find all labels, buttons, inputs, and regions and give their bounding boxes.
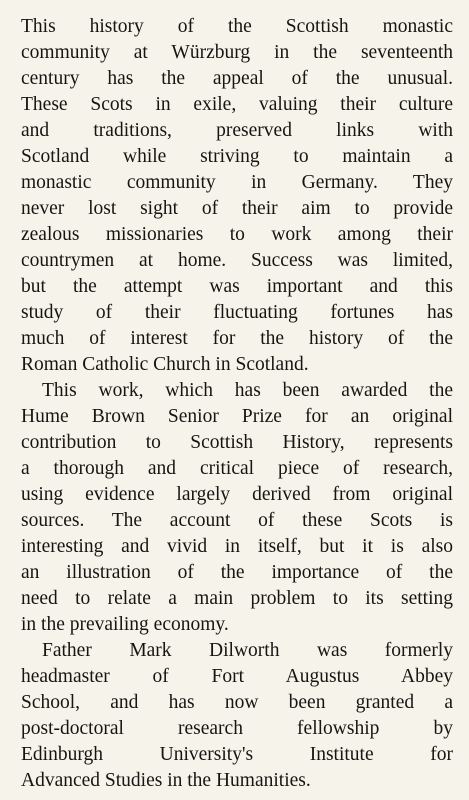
- text-line: in the prevailing economy.: [21, 614, 229, 635]
- text-line: never lost sight of their aim to provide: [21, 198, 453, 219]
- text-line: These Scots in exile, valuing their culture: [21, 94, 453, 115]
- text-line: study of their fluctuating fortunes has: [21, 302, 453, 323]
- text-line: Father Mark Dilworth was formerly: [42, 640, 453, 661]
- text-line: Edinburgh University's Institute for: [21, 744, 453, 765]
- text-line: Advanced Studies in the Humanities.: [21, 770, 311, 791]
- paragraph-prize: [21, 378, 453, 638]
- text-line: an illustration of the importance of the: [21, 562, 453, 583]
- text-line: much of interest for the history of the: [21, 328, 453, 349]
- text-line: post-doctoral research fellowship by: [21, 718, 453, 739]
- text-line: century has the appeal of the unusual.: [21, 68, 453, 89]
- paragraph-author: [21, 638, 453, 794]
- text-line: monastic community in Germany. They: [21, 172, 453, 193]
- text-line: Roman Catholic Church in Scotland.: [21, 354, 309, 375]
- text-line: need to relate a main problem to its setting: [21, 588, 453, 609]
- text-line: but the attempt was important and this: [21, 276, 453, 297]
- text-line: community at Würzburg in the seventeenth: [21, 42, 453, 63]
- text-page: [21, 14, 453, 794]
- text-line: sources. The account of these Scots is: [21, 510, 453, 531]
- text-line: Scotland while striving to maintain a: [21, 146, 453, 167]
- text-line: This work, which has been awarded the: [42, 380, 453, 401]
- text-line: zealous missionaries to work among their: [21, 224, 453, 245]
- paragraph-history: [21, 14, 453, 378]
- text-line: interesting and vivid in itself, but it is also: [21, 536, 453, 557]
- text-line: and traditions, preserved links with: [21, 120, 453, 141]
- text-line: Hume Brown Senior Prize for an original: [21, 406, 453, 427]
- text-line: headmaster of Fort Augustus Abbey: [21, 666, 453, 687]
- text-line: contribution to Scottish History, represents: [21, 432, 453, 453]
- text-line: This history of the Scottish monastic: [21, 16, 453, 37]
- text-line: a thorough and critical piece of research,: [21, 458, 453, 479]
- text-line: School, and has now been granted a: [21, 692, 453, 713]
- text-line: using evidence largely derived from original: [21, 484, 453, 505]
- text-line: countrymen at home. Success was limited,: [21, 250, 453, 271]
